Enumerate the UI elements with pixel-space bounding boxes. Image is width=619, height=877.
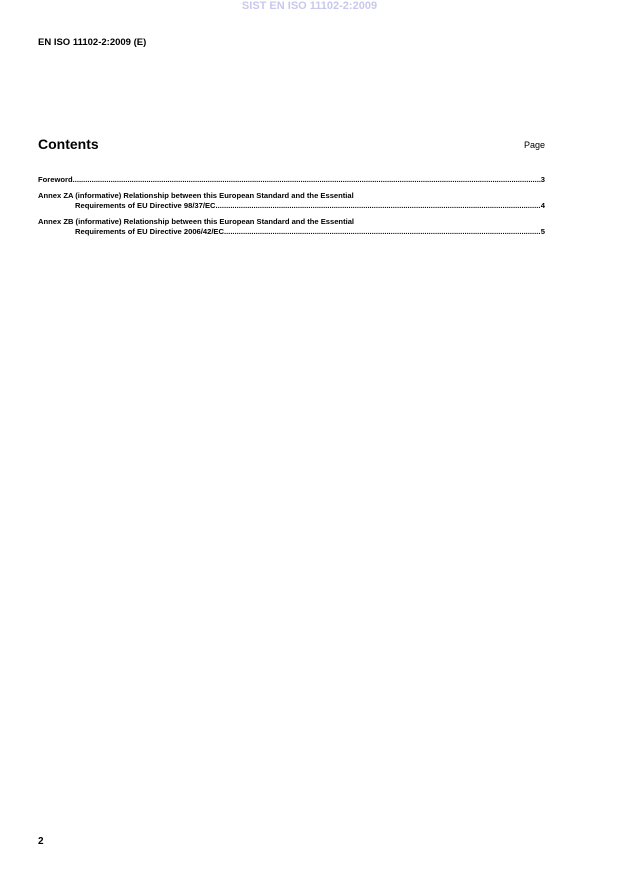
page-number: 2 xyxy=(38,836,44,847)
dot-leader xyxy=(73,175,541,185)
page-column-label: Page xyxy=(523,140,545,150)
toc-entry-title[interactable]: Annex ZA (informative) Relationship between this European Standard and the Essential xyxy=(38,191,354,200)
toc-page-number: 3 xyxy=(540,175,545,184)
dot-leader xyxy=(224,227,541,237)
dot-leader xyxy=(216,201,541,211)
toc-entry-annex-zb[interactable] xyxy=(38,217,545,237)
toc-entry-subtitle[interactable]: Requirements of EU Directive 98/37/EC xyxy=(75,201,216,210)
toc-page-number: 4 xyxy=(540,201,545,210)
toc-entry-subtitle[interactable]: Requirements of EU Directive 2006/42/EC xyxy=(75,227,224,236)
toc-entry-annex-za[interactable] xyxy=(38,191,545,211)
toc-entry-foreword[interactable] xyxy=(38,175,545,185)
table-of-contents xyxy=(38,175,545,243)
watermark: SIST EN ISO 11102-2:2009 xyxy=(241,0,378,12)
toc-page-number: 5 xyxy=(540,227,545,236)
toc-entry-title[interactable]: Foreword xyxy=(38,175,73,184)
contents-title: Contents xyxy=(38,136,99,152)
document-id: EN ISO 11102-2:2009 (E) xyxy=(38,37,147,48)
toc-entry-title[interactable]: Annex ZB (informative) Relationship between this European Standard and the Essential xyxy=(38,217,355,226)
